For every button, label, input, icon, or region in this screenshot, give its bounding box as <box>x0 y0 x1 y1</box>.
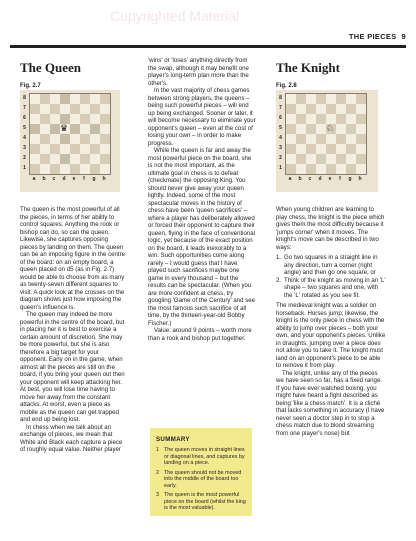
rank-label: 1 <box>279 165 282 171</box>
board-square <box>40 114 50 124</box>
board-grid <box>29 93 111 175</box>
board-square <box>30 94 40 104</box>
page-number: 9 <box>401 32 406 41</box>
queen-board-diagram <box>20 90 120 192</box>
rank-label: 5 <box>23 125 26 131</box>
board-square <box>326 94 336 104</box>
file-label: b <box>42 176 46 182</box>
board-square <box>60 104 70 114</box>
board-square <box>326 154 336 164</box>
board-square <box>30 114 40 124</box>
list-item-number: 1. <box>276 254 282 261</box>
board-square <box>70 144 80 154</box>
queen-heading: The Queen <box>20 60 82 75</box>
rank-label: 4 <box>23 135 26 141</box>
board-square <box>70 114 80 124</box>
file-label: e <box>328 176 332 182</box>
board-square <box>80 124 90 134</box>
right-column-text <box>276 206 386 437</box>
board-square <box>306 114 316 124</box>
summary-item-number: 3 <box>156 492 159 498</box>
board-square <box>80 164 90 174</box>
board-square <box>296 124 306 134</box>
rank-label: 2 <box>279 155 282 161</box>
board-square <box>306 144 316 154</box>
board-square <box>296 164 306 174</box>
board-square <box>336 134 346 144</box>
rank-label: 8 <box>279 95 282 101</box>
summary-item-text: The queen is the most powerful piece on the board (whilst the king is the most valuable). <box>164 492 246 511</box>
queen-icon: ♛ <box>59 123 69 133</box>
knight-heading: The Knight <box>276 60 340 75</box>
board-square <box>306 94 316 104</box>
board-square <box>90 94 100 104</box>
board-square <box>40 124 50 134</box>
board-square <box>70 104 80 114</box>
file-label: b <box>298 176 302 182</box>
paragraph: In the vast majority of chess games between strong players, the queens – being such powerful pieces – will end up being exchanged. Sooner or later, it will become necessary to eliminate your opponent's queen – even at the cost of losing your own – in order to make progress. <box>148 87 256 147</box>
board-square <box>356 154 366 164</box>
rank-label: 2 <box>23 155 26 161</box>
fig-2-7-label: Fig. 2.7 <box>20 83 41 89</box>
board-square <box>316 144 326 154</box>
board-square <box>50 164 60 174</box>
board-square <box>346 114 356 124</box>
board-square <box>306 154 316 164</box>
board-square <box>336 144 346 154</box>
file-label: g <box>348 176 352 182</box>
file-label: h <box>358 176 362 182</box>
knight-board-diagram <box>276 90 378 192</box>
board-square <box>90 104 100 114</box>
file-label: f <box>83 176 85 182</box>
board-square <box>100 144 110 154</box>
board-square <box>90 154 100 164</box>
board-square <box>306 134 316 144</box>
summary-box <box>150 428 252 516</box>
file-labels <box>285 176 365 182</box>
board-square <box>336 94 346 104</box>
board-square <box>80 144 90 154</box>
board-square <box>70 134 80 144</box>
board-square <box>100 134 110 144</box>
board-square <box>326 134 336 144</box>
fig-2-8-label: Fig. 2.8 <box>276 83 297 89</box>
board-square <box>356 124 366 134</box>
left-column-text <box>20 206 126 454</box>
paragraph: While the queen is far and away the most powerful piece on the board, she is not the most important, as the ultimate goal in chess is to defeat (checkmate) the opposing King. You should never give away your queen lightly. Indeed, some of the most spectacular moves in the history of chess have been 'queen sacrifices' – where a player has deliberately allowed or forced their opponent to capture their queen, flying in the face of conventional logic, yet because of the exact position on the board, it leads inexorably to a win. Such opportunities come along rarely – I would guess that I have played such sacrifices maybe one game in every thousand – but the results can be spectacular. (When you are more confident at chess, try googling 'Game of the Century' and see the most famous such sacrifice of all time, by the thirteen-year-old Bobby Fischer.) <box>148 147 256 327</box>
board-square <box>40 104 50 114</box>
knight-icon: ♘ <box>325 123 335 133</box>
board-square <box>316 104 326 114</box>
board-square <box>296 144 306 154</box>
summary-item <box>156 447 246 467</box>
middle-column-text <box>148 57 256 342</box>
move-description-list <box>276 254 386 299</box>
board-square <box>40 154 50 164</box>
board-square <box>90 124 100 134</box>
board-grid <box>285 93 367 175</box>
list-item <box>276 254 386 277</box>
board-square <box>286 104 296 114</box>
board-square <box>326 144 336 154</box>
rank-label: 5 <box>279 125 282 131</box>
paragraph: The queen may indeed be more powerful in the centre of the board, but in placing her it is best to exercise a certain amount of discretion. She may be more powerful, but she is also therefore a big target for your opponent. Early on in the game, when almost all the pieces are still on the board, if you bring your queen out then your opponent will keep attacking her. At best, you will lose time having to move her away from the constant attacks. At worst, even a piece as mobile as the queen can get trapped and end up being lost. <box>20 311 125 423</box>
rank-label: 4 <box>279 135 282 141</box>
board-square <box>316 154 326 164</box>
rank-label: 8 <box>23 95 26 101</box>
board-square <box>306 104 316 114</box>
board-square <box>336 124 346 134</box>
board-square <box>30 164 40 174</box>
summary-item-text: The queen should not be moved into the middle of the board too early. <box>164 469 242 489</box>
board-square <box>336 114 346 124</box>
board-square <box>50 104 60 114</box>
board-square <box>80 114 90 124</box>
board-square <box>346 144 356 154</box>
board-square <box>80 104 90 114</box>
file-label: g <box>92 176 96 182</box>
board-square <box>356 104 366 114</box>
board-square <box>100 164 110 174</box>
board-square <box>100 94 110 104</box>
watermark: Copyrighted Material <box>110 8 240 24</box>
paragraph: The queen is the most powerful of all the pieces, in terms of her ability to control squares. Anything the rook or bishop can do, so can the queen. Likewise, she captures opposing pieces by landing on them. The queen can be an imposing figure in the centre of the board: on an empty board, a queen placed on d5 (as in Fig. 2.7) would be able to choose from as many as twenty-seven different squares to visit. A quick look at the crosses on the diagram shows just how imposing the queen's influence is. <box>20 206 126 311</box>
board-square <box>336 104 346 114</box>
board-square <box>296 134 306 144</box>
rank-label: 3 <box>23 145 26 151</box>
board-square <box>336 164 346 174</box>
board-square <box>60 164 70 174</box>
summary-item <box>156 492 246 512</box>
board-square <box>50 94 60 104</box>
paragraph: The medieval knight was a soldier on horseback. Horses jump; likewise, the knight is the only piece in chess with the ability to jump over pieces – both your own, and your opponent's pieces. Unlike in draughts, jumping over a piece does not allow you to take it. The knight must land on an opponent's piece to be able to remove it from play. <box>276 302 386 369</box>
board-square <box>286 114 296 124</box>
paragraph: 'wins' or 'loses' anything directly from the swap, although it may benefit one player's long-term plan more than the other's. <box>148 57 249 87</box>
board-square <box>30 144 40 154</box>
list-item-text: Go two squares in a straight line in any direction, turn a corner (right angle) and then go one square, or <box>284 254 378 276</box>
rank-labels <box>20 93 29 173</box>
board-square <box>316 134 326 144</box>
rank-labels <box>276 93 285 173</box>
list-item-number: 2. <box>276 276 282 284</box>
rank-label: 6 <box>23 115 26 121</box>
board-square <box>30 154 40 164</box>
board-square <box>30 134 40 144</box>
value-line: Value: around 9 points – worth more than a rook and bishop put together. <box>148 327 252 342</box>
board-square <box>346 94 356 104</box>
board-square <box>70 164 80 174</box>
board-square <box>70 94 80 104</box>
board-square <box>356 144 366 154</box>
paragraph: When young children are learning to play chess, the knight is the piece which gives them the most difficulty because it 'jumps corner' when it moves. The knight's move can be described in two ways: <box>276 206 385 251</box>
header-rule <box>10 45 406 48</box>
file-label: f <box>339 176 341 182</box>
file-label: a <box>32 176 36 182</box>
board-square <box>286 164 296 174</box>
board-square <box>326 104 336 114</box>
board-square <box>326 164 336 174</box>
board-square <box>100 154 110 164</box>
board-square <box>346 154 356 164</box>
board-square <box>306 124 316 134</box>
board-square <box>60 144 70 154</box>
board-square <box>30 104 40 114</box>
paragraph: The knight, unlike any of the pieces we have seen so far, has a fixed range. If you have ever watched boxing, you might have heard a fight described as being 'like a chess match'. It is a cliché that lacks something in accuracy (I have never seen a doctor step in to stop a chess match due to blood streaming from one player's nose) but <box>276 369 385 437</box>
board-square <box>100 114 110 124</box>
board-square <box>316 94 326 104</box>
board-square <box>90 134 100 144</box>
summary-item <box>156 470 246 490</box>
board-square <box>356 94 366 104</box>
summary-item-number: 1 <box>156 447 159 453</box>
board-square <box>296 154 306 164</box>
board-square <box>90 164 100 174</box>
board-square <box>306 164 316 174</box>
rank-label: 3 <box>279 145 282 151</box>
board-square <box>80 94 90 104</box>
summary-title: SUMMARY <box>156 436 190 443</box>
list-item <box>276 277 386 300</box>
board-square <box>346 124 356 134</box>
board-square <box>60 94 70 104</box>
board-square <box>286 144 296 154</box>
board-square <box>286 154 296 164</box>
board-square <box>346 164 356 174</box>
board-square <box>286 124 296 134</box>
board-square <box>356 164 366 174</box>
running-head-section: THE PIECES <box>348 32 397 41</box>
board-square <box>50 134 60 144</box>
board-square <box>60 134 70 144</box>
file-labels <box>29 176 109 182</box>
running-head <box>349 32 406 41</box>
summary-item-number: 2 <box>156 469 159 476</box>
board-square <box>40 144 50 154</box>
file-label: e <box>72 176 76 182</box>
board-square <box>316 164 326 174</box>
board-square <box>50 154 60 164</box>
board-square <box>90 144 100 154</box>
board-square <box>296 104 306 114</box>
file-label: d <box>318 176 322 182</box>
board-square <box>60 154 70 164</box>
board-square <box>40 134 50 144</box>
board-square <box>100 124 110 134</box>
board-square <box>356 114 366 124</box>
board-square <box>90 114 100 124</box>
board-square <box>286 94 296 104</box>
board-square <box>40 164 50 174</box>
board-square <box>70 154 80 164</box>
board-square <box>30 124 40 134</box>
board-square <box>40 94 50 104</box>
rank-label: 6 <box>279 115 282 121</box>
board-square <box>80 134 90 144</box>
rank-label: 1 <box>23 165 26 171</box>
board-square <box>296 94 306 104</box>
rank-label: 7 <box>279 105 282 111</box>
file-label: a <box>288 176 292 182</box>
board-square <box>286 134 296 144</box>
board-square <box>296 114 306 124</box>
file-label: c <box>308 176 312 182</box>
board-square <box>100 104 110 114</box>
list-item-text: Think of the knight as moving in an 'L' shape – two squares and one, with the 'L' rotated as you see fit. <box>284 276 386 299</box>
file-label: h <box>102 176 106 182</box>
rank-label: 7 <box>23 105 26 111</box>
summary-item-text: The queen moves in straight lines or diagonal lines, and captures by landing on a piece. <box>164 447 245 466</box>
paragraph: In chess when we talk about an exchange of pieces, we mean that White and Black each capture a piece of roughly equal value. Neither player <box>20 423 123 453</box>
file-label: d <box>62 176 66 182</box>
board-square <box>80 154 90 164</box>
board-square <box>356 134 366 144</box>
board-square <box>346 134 356 144</box>
board-square <box>336 154 346 164</box>
file-label: c <box>52 176 56 182</box>
board-square <box>50 144 60 154</box>
board-square <box>346 104 356 114</box>
board-square <box>70 124 80 134</box>
